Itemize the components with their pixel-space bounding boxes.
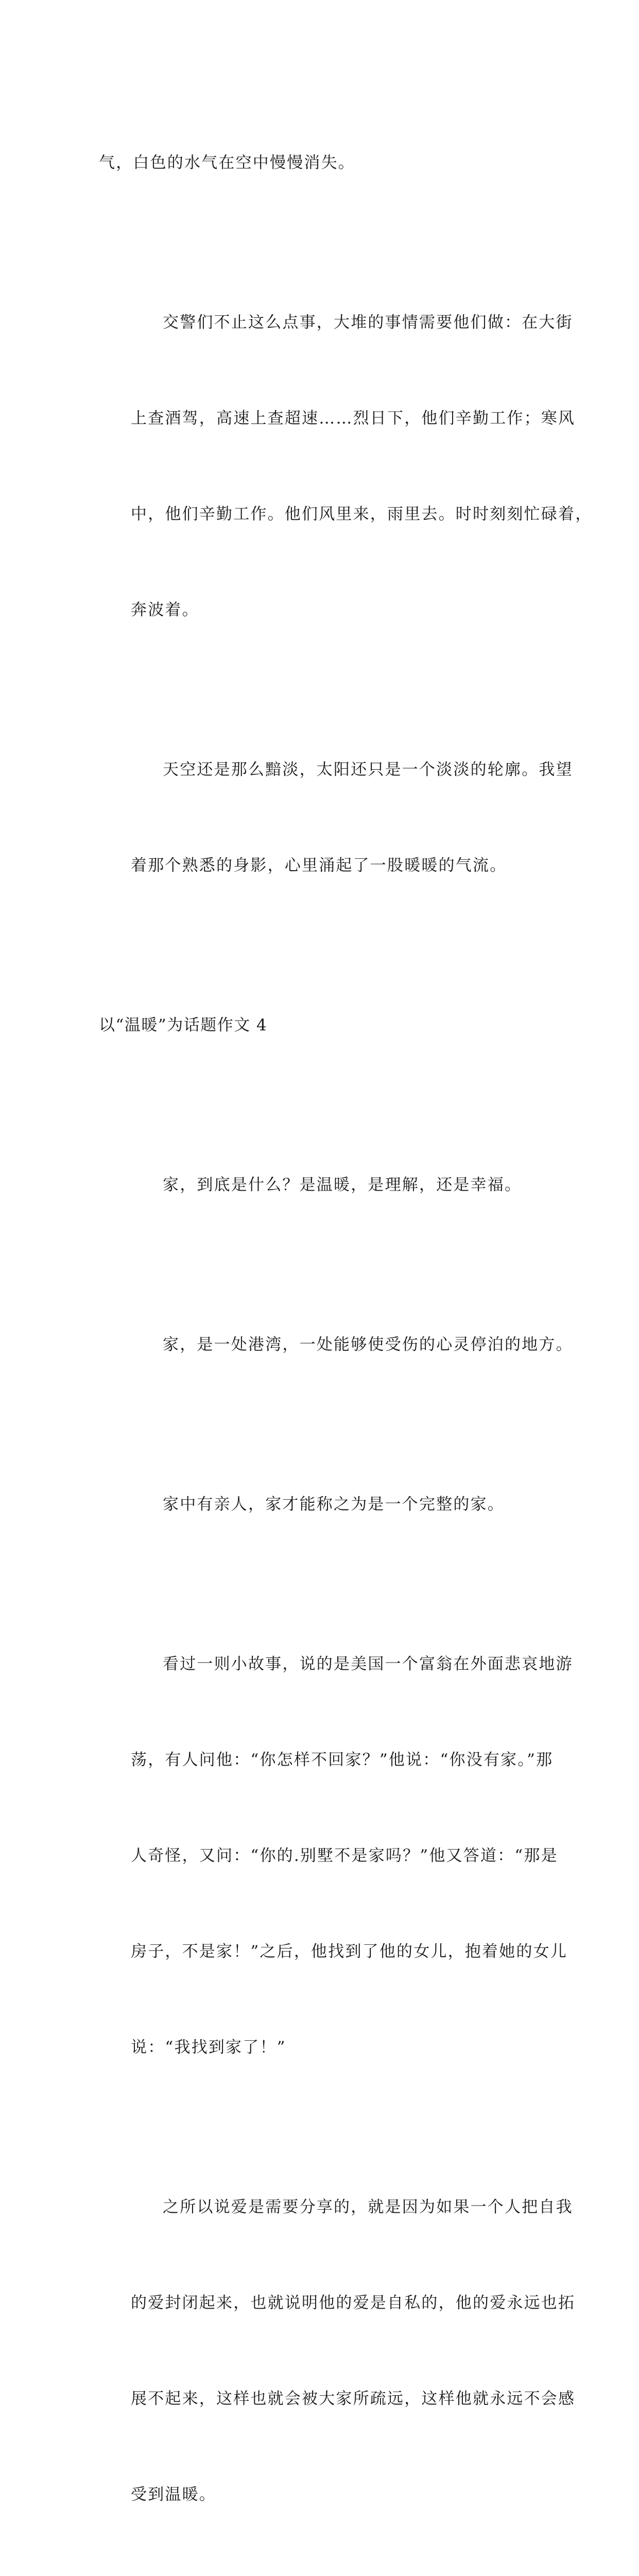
text-line: 人奇怪，又问：“你的.别墅不是家吗？”他又答道：“那是 bbox=[131, 1846, 558, 1865]
paragraph-sharing-love bbox=[99, 2127, 576, 2574]
text-line: 交警们不止这么点事，大堆的事情需要他们做：在大街 bbox=[163, 313, 573, 332]
text-line: 上查酒驾，高速上查超速……烈日下，他们辛勤工作；寒风 bbox=[131, 409, 576, 428]
text-line: 家，是一处港湾，一处能够使受伤的心灵停泊的地方。 bbox=[163, 1335, 573, 1354]
paragraph-what-is-home bbox=[99, 1105, 562, 1265]
paragraph-continuation bbox=[99, 83, 562, 243]
paragraph-story bbox=[99, 1584, 573, 2127]
section-heading bbox=[99, 945, 562, 1105]
text-line: 说：“我找到家了！” bbox=[131, 2038, 286, 2057]
text-line: 家，到底是什么？是温暖，是理解，还是幸福。 bbox=[163, 1176, 522, 1194]
document-body bbox=[99, 83, 593, 2576]
text-line: 着那个熟悉的身影，心里涌起了一股暖暖的气流。 bbox=[131, 856, 507, 875]
text-line: 家中有亲人，家才能称之为是一个完整的家。 bbox=[163, 1495, 505, 1514]
text-line: 的爱封闭起来，也就说明他的爱是自私的，他的爱永远也拓 bbox=[131, 2294, 576, 2312]
paragraph-traffic-police bbox=[99, 243, 593, 690]
paragraph-sky bbox=[99, 690, 573, 945]
text-line: 奔波着。 bbox=[131, 601, 199, 619]
text-line: 之所以说爱是需要分享的，就是因为如果一个人把自我 bbox=[163, 2198, 573, 2216]
heading-text: 以“温暖”为话题作文 4 bbox=[99, 1016, 268, 1035]
text-line: 展不起来，这样也就会被大家所疏远，这样他就永远不会感 bbox=[131, 2389, 576, 2408]
paragraph-harbor bbox=[99, 1265, 573, 1425]
text-line: 荡，有人问他：“你怎样不回家？”他说：“你没有家。”那 bbox=[131, 1751, 554, 1769]
text-line: 天空还是那么黯淡，太阳还只是一个淡淡的轮廓。我望 bbox=[163, 760, 573, 779]
text-line: 房子，不是家！”之后，他找到了他的女儿，抱着她的女儿 bbox=[131, 1942, 568, 1961]
text-line: 看过一则小故事，说的是美国一个富翁在外面悲哀地游 bbox=[163, 1655, 573, 1673]
text-line: 气，白色的水气在空中慢慢消失。 bbox=[99, 154, 355, 172]
text-line: 受到温暖。 bbox=[131, 2485, 216, 2504]
text-line: 中，他们辛勤工作。他们风里来，雨里去。时时刻刻忙碌着， bbox=[131, 505, 593, 523]
paragraph-family bbox=[99, 1425, 562, 1584]
